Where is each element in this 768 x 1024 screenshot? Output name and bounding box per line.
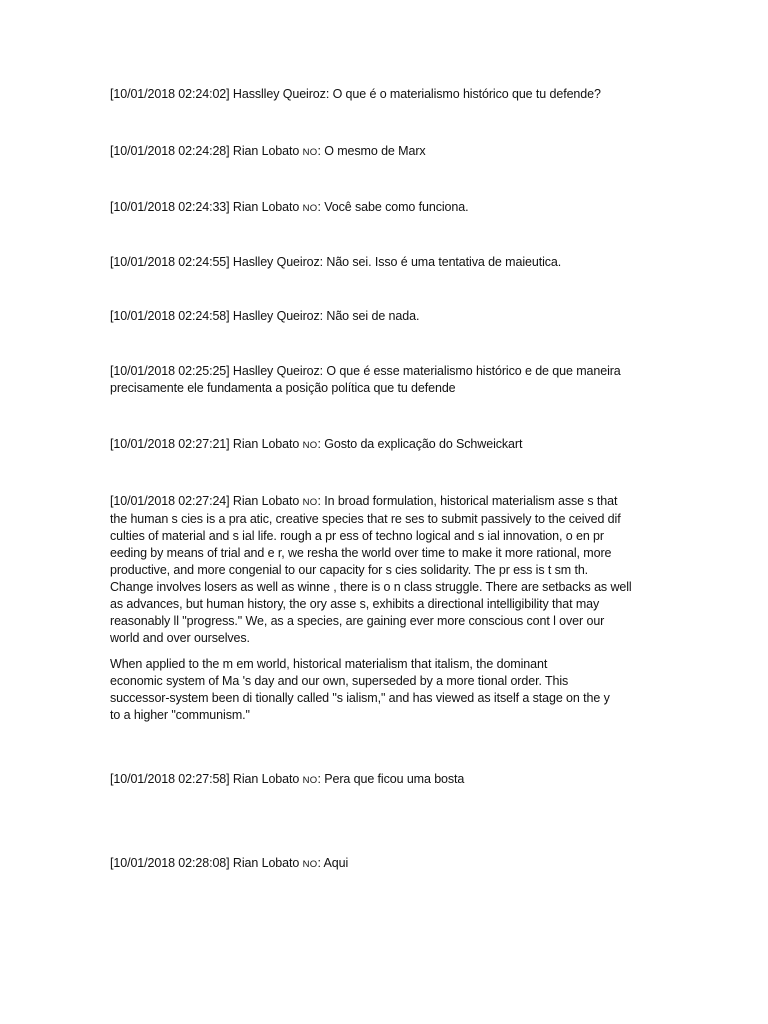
message-author: Rian Lobato: [232, 144, 300, 158]
message-text: When applied to the m em world, historical materialism that italism, the dominant: [110, 657, 548, 671]
message-text: precisamente ele fundamenta a posição política que tu defende: [110, 381, 456, 395]
message-text: the human s cies is a pra atic, creative species that re ses to submit passively to the ceived dif: [110, 512, 621, 526]
message-author: Rian Lobato: [232, 200, 300, 214]
message-timestamp: [10/01/2018 02:27:21]: [110, 437, 230, 451]
author-tag: NO: [302, 497, 318, 508]
chat-message: [10/01/2018 02:24:02] Hasslley Queiroz: O que é o materialismo histórico que tu defende?: [110, 87, 601, 101]
message-timestamp: [10/01/2018 02:25:25]: [110, 364, 230, 378]
message-text: O mesmo de Marx: [324, 144, 426, 158]
message-timestamp: [10/01/2018 02:24:02]: [110, 87, 230, 101]
message-text: In broad formulation, historical materialism asse s that: [324, 494, 618, 508]
message-author: Rian Lobato: [232, 494, 300, 508]
author-tag: NO: [302, 859, 318, 870]
author-tag: NO: [302, 775, 318, 786]
message-author: Rian Lobato: [232, 772, 300, 786]
chat-message: [10/01/2018 02:24:33] Rian Lobato NO: Você sabe como funciona.: [110, 200, 469, 214]
message-text: O que é esse materialismo histórico e de que maneira: [326, 364, 621, 378]
message-author: Rian Lobato: [232, 437, 300, 451]
message-timestamp: [10/01/2018 02:28:08]: [110, 856, 230, 870]
message-text: Não sei de nada.: [326, 309, 420, 323]
chat-message: [10/01/2018 02:25:25] Haslley Queiroz: O que é esse materialismo histórico e de que maneira precisamente ele fundamenta a posição política que tu defende: [110, 363, 670, 397]
message-text: economic system of Ma 's day and our own, superseded by a more tional order. This: [110, 674, 569, 688]
author-tag: NO: [302, 147, 318, 158]
message-author: Haslley Queiroz: [232, 309, 320, 323]
message-text: reasonably ll "progress." We, as a species, are gaining ever more conscious cont l over our: [110, 614, 605, 628]
message-text: Gosto da explicação do Schweickart: [324, 437, 523, 451]
message-author: Haslley Queiroz: [232, 364, 320, 378]
message-timestamp: [10/01/2018 02:24:55]: [110, 255, 230, 269]
chat-message: [10/01/2018 02:28:08] Rian Lobato NO: Aqui: [110, 856, 349, 870]
chat-message: [10/01/2018 02:27:24] Rian Lobato NO: In broad formulation, historical materialism asse s that the human s cies is a pra atic, creative species that re ses to submit passively to the ceived dif culties of material and s ial life. rough a pr ess of techno logical and s ial innovation, o en pr eeding by means of trial and e r, we resha the world over time to make it more rational, more productive, and more congenial to our capacity for s cies solidarity. The pr ess is t sm th. Change involves losers as well as winne , there is o n class struggle. There are setbacks as well as advances, but human history, the ory asse s, exhibits a directional intelligibility that may reasonably ll "progress." We, as a species, are gaining ever more conscious cont l over our world and over ourselves. When applied to the m em world, historical materialism that italism, the dominant economic system of Ma 's day and our own, superseded by a more tional order. This successor-system been di tionally called "s ialism," and has viewed as itself a stage on the y to a higher "communism.": [110, 493, 670, 724]
message-text: Não sei. Isso é uma tentativa de maieutica.: [326, 255, 562, 269]
message-timestamp: [10/01/2018 02:24:28]: [110, 144, 230, 158]
author-tag: NO: [302, 203, 318, 214]
message-text: as advances, but human history, the ory asse s, exhibits a directional intelligibility that may: [110, 597, 600, 611]
message-text: culties of material and s ial life. rough a pr ess of techno logical and s ial innovation, o en pr: [110, 529, 604, 543]
chat-message: [10/01/2018 02:24:28] Rian Lobato NO: O mesmo de Marx: [110, 144, 426, 158]
message-text: Pera que ficou uma bosta: [324, 772, 465, 786]
chat-message: [10/01/2018 02:27:21] Rian Lobato NO: Gosto da explicação do Schweickart: [110, 437, 523, 451]
message-text: productive, and more congenial to our capacity for s cies solidarity. The pr ess is t sm th.: [110, 563, 589, 577]
message-text: O que é o materialismo histórico que tu defende?: [332, 87, 601, 101]
message-timestamp: [10/01/2018 02:27:58]: [110, 772, 230, 786]
chat-message: [10/01/2018 02:24:58] Haslley Queiroz: Não sei de nada.: [110, 309, 420, 323]
message-text: to a higher "communism.": [110, 708, 250, 722]
message-timestamp: [10/01/2018 02:27:24]: [110, 494, 230, 508]
message-timestamp: [10/01/2018 02:24:58]: [110, 309, 230, 323]
message-text: Aqui: [323, 856, 349, 870]
author-tag: NO: [302, 440, 318, 451]
message-text: Change involves losers as well as winne , there is o n class struggle. There are setbacks as well: [110, 580, 632, 594]
message-author: Hasslley Queiroz: [232, 87, 326, 101]
chat-message: [10/01/2018 02:24:55] Haslley Queiroz: Não sei. Isso é uma tentativa de maieutica.: [110, 255, 562, 269]
message-text: Você sabe como funciona.: [324, 200, 469, 214]
message-text: eeding by means of trial and e r, we resha the world over time to make it more rational, more: [110, 546, 612, 560]
message-timestamp: [10/01/2018 02:24:33]: [110, 200, 230, 214]
chat-message: [10/01/2018 02:27:58] Rian Lobato NO: Pera que ficou uma bosta: [110, 772, 465, 786]
message-author: Rian Lobato: [232, 856, 300, 870]
message-text: successor-system been di tionally called "s ialism," and has viewed as itself a stage on the y: [110, 691, 610, 705]
message-text: world and over ourselves.: [110, 631, 250, 645]
message-author: Haslley Queiroz: [232, 255, 320, 269]
